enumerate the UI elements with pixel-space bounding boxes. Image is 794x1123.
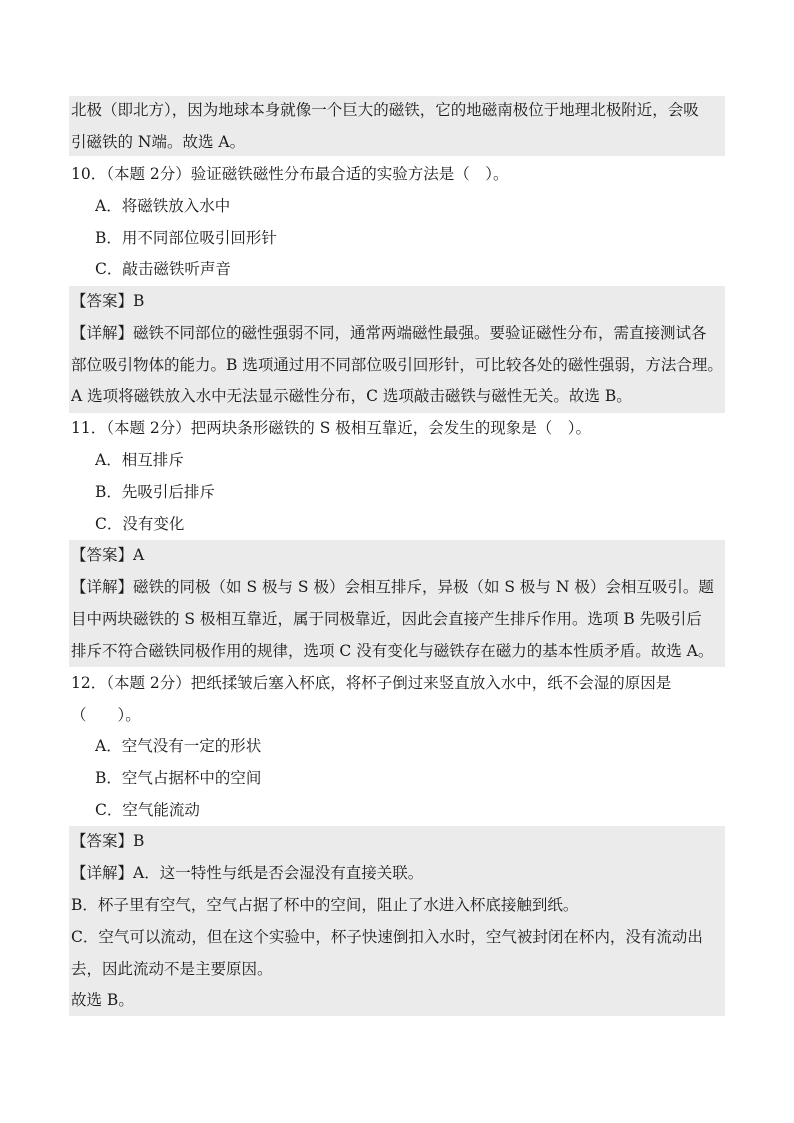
q10-answer xyxy=(71,291,725,311)
q12-answer xyxy=(71,831,725,851)
q9-explanation-line: 引磁铁的 N端。故选 A。 xyxy=(71,133,246,151)
answer-label: 【答案】 xyxy=(71,292,134,310)
answer-value: A xyxy=(133,546,145,564)
q12-stem: 12．（本题 2分）把纸揉皱后塞入杯底，将杯子倒过来竖直放入水中，纸不会湿的原因是 xyxy=(71,674,672,692)
detail-label: 【详解】 xyxy=(71,578,134,596)
q10-stem: 10．（本题 2分）验证磁铁磁性分布最合适的实验方法是（ ）。 xyxy=(71,165,509,183)
q11-stem: 11．（本题 2分）把两块条形磁铁的 S 极相互靠近，会发生的现象是（ ）。 xyxy=(71,419,591,437)
q12-detail-line: C．空气可以流动，但在这个实验中，杯子快速倒扣入水时，空气被封闭在杯内，没有流动出 xyxy=(71,928,703,946)
q12-stem: （ ）。 xyxy=(71,706,141,724)
q10-detail-line: A 选项将磁铁放入水中无法显示磁性分布，C 选项敲击磁铁与磁性无关。故选 B。 xyxy=(71,387,632,405)
answer-value: B xyxy=(133,292,145,310)
answer-value: B xyxy=(133,832,145,850)
q10-detail-line: 部位吸引物体的能力。B 选项通过用不同部位吸引回形针，可比较各处的磁性强弱，方法合理。 xyxy=(71,356,723,374)
detail-label: 【详解】 xyxy=(71,864,134,882)
q11-option-c: C．没有变化 xyxy=(95,515,185,533)
q11-answer xyxy=(71,545,725,565)
q12-option-b: B．空气占据杯中的空间 xyxy=(95,769,262,787)
q12-option-a: A．空气没有一定的形状 xyxy=(95,737,262,755)
q12-detail-line xyxy=(71,863,725,883)
q12-answer-shade xyxy=(69,826,725,1016)
q11-detail-line: 排斥不符合磁铁同极作用的规律，选项 C 没有变化与磁铁存在磁力的基本性质矛盾。故选 A。 xyxy=(71,642,714,660)
q12-detail-line: 故选 B。 xyxy=(71,991,134,1009)
detail-text: A．这一特性与纸是否会湿没有直接关联。 xyxy=(133,864,424,882)
detail-text: 磁铁不同部位的磁性强弱不同，通常两端磁性最强。要验证磁性分布，需直接测试各 xyxy=(133,324,707,342)
q10-option-c: C．敲击磁铁听声音 xyxy=(95,260,231,278)
q12-option-c: C．空气能流动 xyxy=(95,801,200,819)
q11-detail-line xyxy=(71,577,725,597)
detail-text: 磁铁的同极（如 S 极与 S 极）会相互排斥，异极（如 S 极与 N 极）会相互吸引。题 xyxy=(133,578,714,596)
q11-detail-line: 目中两块磁铁的 S 极相互靠近，属于同极靠近，因此会直接产生排斥作用。选项 B 先吸引后 xyxy=(71,610,702,628)
detail-label: 【详解】 xyxy=(71,324,134,342)
q11-option-a: A．相互排斥 xyxy=(95,451,184,469)
q12-detail-line: 去，因此流动不是主要原因。 xyxy=(71,960,273,978)
q9-explanation-line: 北极（即北方），因为地球本身就像一个巨大的磁铁，它的地磁南极位于地理北极附近，会吸 xyxy=(71,101,699,119)
answer-label: 【答案】 xyxy=(71,832,134,850)
answer-label: 【答案】 xyxy=(71,546,134,564)
q11-option-b: B．先吸引后排斥 xyxy=(95,483,215,501)
q10-detail-line xyxy=(71,323,725,343)
q12-detail-line: B．杯子里有空气，空气占据了杯中的空间，阻止了水进入杯底接触到纸。 xyxy=(71,896,579,914)
q10-option-a: A．将磁铁放入水中 xyxy=(95,197,231,215)
q10-option-b: B．用不同部位吸引回形针 xyxy=(95,229,277,247)
